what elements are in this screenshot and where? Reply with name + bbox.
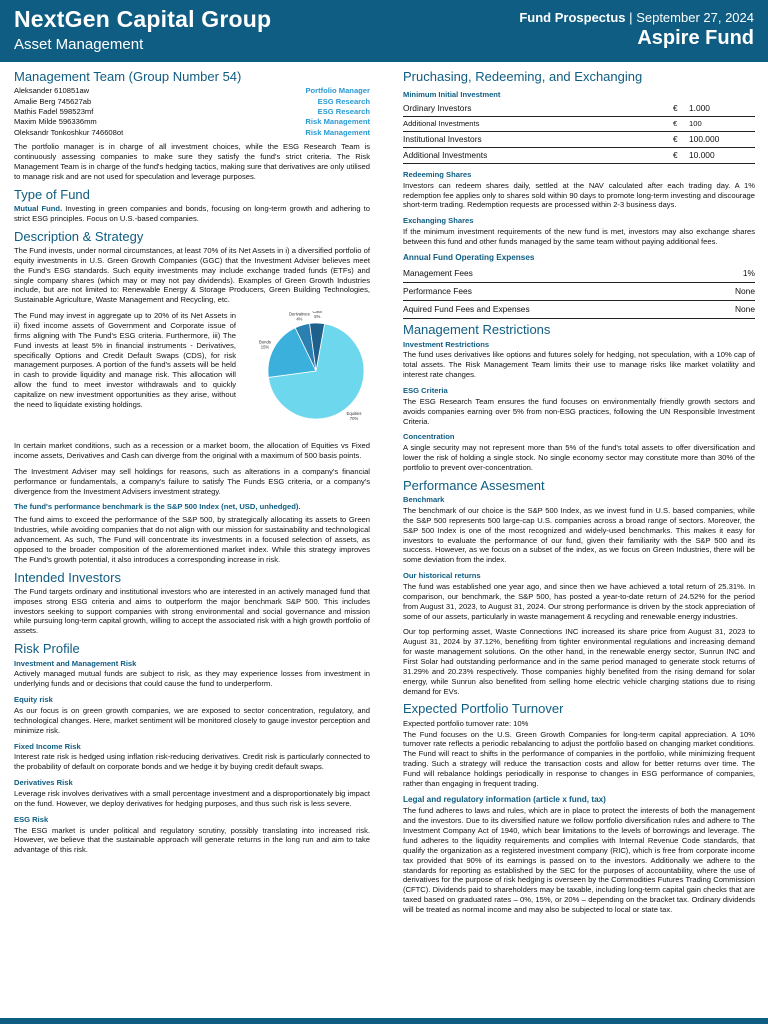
risk-heading: ESG Risk bbox=[14, 814, 49, 824]
risk-heading: Investment and Management Risk bbox=[14, 658, 137, 668]
description-p2: The Fund may invest in aggregate up to 20% of its Net Assets in ii) fixed income assets of Government and Corporate issue of firms aligning with The Fund's ESG criteria. Furthermore, iii) The Fund invests at least 5% in financial instruments - Derivatives, specifically Options and Credit Default Swaps (CDS), for risk management purposes. A portion of the fund's assets will be held in cash to provide liquidity and manage risk. This allocation will allow the fund to meet investor withdrawals and to quickly capitalize on new investment opportunities as they arise, without the need to liquidate existing holdings. bbox=[14, 311, 236, 409]
member-role: Risk Management bbox=[305, 117, 370, 127]
exchange-text: If the minimum investment requirements of the new fund is met, investors may also exchange shares between this fund and other funds managed by the same team without paying additional fees. bbox=[403, 227, 755, 246]
table-row bbox=[403, 301, 755, 319]
team-row bbox=[14, 128, 370, 138]
table-row bbox=[403, 101, 755, 116]
legal-text: The fund adheres to laws and rules, which are in place to protect the interests of both the management and the investors. Due to its diversified nature we follow portfolio diversification rules and adhere to The Investment Company Act of 1940, which bear limitations to the levels of borrowings and leverage. The fund adheres to the liquidity requirements and complies with Internal Revenue Code standards, that qualify the organization as a registered investment company (RIC), which is free from corporate income tax provided that 90% of its earnings is passed on to the investors. Additionally we adhere to the standards for reporting as established by the SEC for the purposes of accountability, where the use of derivatives for the purpose of risk hedging is overseen by the Commodities Futures Trading Commission (CFTC). Dividends paid to shareholders may be taxable, including long-term capital gain checks that are taxed based on graduated rates – 0%, 15%, or 20% – depending on the bracket tax. Ordinary dividends will be treated as normal income and may also be subjected to local or state tax. bbox=[403, 806, 755, 915]
header-separator: | bbox=[629, 10, 633, 25]
member-role: ESG Research bbox=[317, 107, 370, 117]
historical-title: Our historical returns bbox=[403, 571, 481, 581]
investment-table bbox=[403, 101, 755, 164]
company-name: NextGen Capital Group bbox=[14, 6, 272, 32]
intended-text: The Fund targets ordinary and institutional investors who are interested in an actively managed fund that imposes strong ESG criteria and aims to outperform the major benchmark S&P 500. This includes investors seeking to support companies with strong environmental and social governance and mission while pursuing long-term capital growth, willing to accept the associated risk with a high growth portfolio of assets. bbox=[14, 586, 370, 636]
table-row bbox=[403, 147, 755, 163]
risk-heading: Equity risk bbox=[14, 695, 53, 705]
footer-bar bbox=[0, 1018, 768, 1024]
team-list bbox=[14, 86, 370, 138]
fee-value: None bbox=[707, 301, 755, 319]
fees-table bbox=[403, 265, 755, 319]
investment-value: 100.000 bbox=[689, 131, 755, 147]
pie-label-derivatives: Derivatives bbox=[288, 311, 310, 317]
type-text bbox=[14, 204, 370, 224]
team-row bbox=[14, 97, 370, 107]
restriction-heading: Concentration bbox=[403, 432, 455, 442]
table-row bbox=[403, 283, 755, 301]
historical-p1: The fund was established one year ago, and since then we have achieved a total return of 25.31%. In comparison, our benchmark, the S&P 500, has posted a year-to-date return of 24.52% for the period from August 31, 2023, to August 31, 2024. Our strong performance is driven by the stock appreciation of some of our assets, particularly in waste management & recycling and renewable energy industries. bbox=[403, 582, 755, 621]
risk-heading: Derivatives Risk bbox=[14, 778, 73, 788]
risk-text: Leverage risk involves derivatives with a small percentage investment and a disproportionately big impact on the fund. However, we deploy derivatives for hedging purposes, and thus such risk is less severe. bbox=[14, 788, 370, 808]
description-p3: In certain market conditions, such as a recession or a market boom, the allocation of Equities vs Fixed income assets, Derivatives and Cash can diverge from the original with a maximum of 500 basis points. bbox=[14, 441, 370, 461]
benchmark-heading: The fund's performance benchmark is the S&P 500 Index (net, USD, unhedged). bbox=[14, 502, 301, 512]
fee-value: None bbox=[707, 283, 755, 301]
team-description: The portfolio manager is in charge of all investment choices, while the ESG Research Team is continuously assessing companies to make sure they satisfy the fund's strict criteria. The Risk Management Team is in charge of the fund's hedging tactics, making sure that derivatives are only utilised to manage risk and are not used for speculation and leverage purposes. bbox=[14, 142, 370, 181]
currency-symbol: € bbox=[673, 131, 689, 147]
redeem-text: Investors can redeem shares daily, settled at the NAV calculated after each trading day. A 1% redemption fee applies only to shares sold within 90 days to promote long-term investing and discourage short-term trading. Redemption requests are processed within 2-3 business days. bbox=[403, 180, 755, 210]
division-name: Asset Management bbox=[14, 36, 144, 53]
fee-value: 1% bbox=[707, 265, 755, 282]
member-role: ESG Research bbox=[317, 96, 370, 106]
table-row bbox=[403, 131, 755, 147]
team-row bbox=[14, 117, 370, 127]
turnover-title: Expected Portfolio Turnover bbox=[403, 701, 564, 717]
table-row bbox=[403, 117, 755, 132]
exchange-title: Exchanging Shares bbox=[403, 216, 474, 226]
right-column bbox=[403, 68, 755, 921]
investment-label: Additional Investments bbox=[403, 147, 673, 163]
type-title: Type of Fund bbox=[14, 186, 90, 202]
redeem-title: Redeeming Shares bbox=[403, 169, 472, 179]
purchase-title: Pruchasing, Redeeming, and Exchanging bbox=[403, 69, 643, 84]
pie-label-bonds: Bonds bbox=[259, 339, 271, 345]
description-p1: The Fund invests, under normal circumstances, at least 70% of its Net Assets in i) a diversified portfolio of equity investments in U.S. Green Growth Companies (GGC) that the Investment Adviser believes meet the Fund's ESG standards. Such equity investments may include exchange traded funds (ETFs) and single company shares (which may or may not pay dividends). Examples of Green Growth Industries include, but are not limited to: Renewable Energy & Storage Producers, Green Building Technologies, Sustainable Agriculture, Waste Management and Recycling, etc. bbox=[14, 246, 370, 305]
fee-label: Aquired Fund Fees and Expenses bbox=[403, 301, 707, 319]
pie-label-equities: Equities bbox=[346, 411, 362, 417]
type-lead: Mutual Fund. bbox=[14, 203, 63, 213]
currency-symbol: € bbox=[673, 101, 689, 116]
risk-text: Actively managed mutual funds are subject to risk, as they may experience losses from investment in underlying funds and or decisions that could cause the fund to underperform. bbox=[14, 669, 370, 689]
fee-label: Management Fees bbox=[403, 265, 707, 282]
investment-value: 1.000 bbox=[689, 101, 755, 116]
restriction-text: The fund uses derivatives like options and futures solely for hedging, not speculation, with a 10% cap of total assets. The Risk Management Team limits their use to manage risks like market volatility and interest rate changes. bbox=[403, 350, 755, 380]
turnover-text: The Fund focuses on the U.S. Green Growth Companies for long-term capital appreciation. A 10% turnover rate reflects a periodic rebalancing to adjust the portfolio based on changing market conditions. The Fund will react to shifts in the performance of companies in the portfolio, while minimizing frequent trading. Such a strategy will reduce the transaction costs and allow for better returns over time. The Fund will rebalance holdings periodically in response to changes in ESG performance of companies, rather than engaging in frequent trading. bbox=[403, 729, 755, 788]
member-role: Portfolio Manager bbox=[305, 86, 370, 96]
benchmark-title: Benchmark bbox=[403, 495, 445, 505]
historical-p2: Our top performing asset, Waste Connections INC increased its share price from August 31, 2023 to August 31, 2024 by 37.12%, benefiting from tighter environmental regulations and increasing demand for waste management solutions. On the other hand, in the renewable energy sector, Sunrun INC and First Solar had outstanding performance and in the same period managed to generate stock returns of 31.29% and 20.23% respectively. Those companies highly benefited from the rising demand for solar energy, while Sunrun also benefited from selling home electric vehicle charging stations due to rising demand for EVs. bbox=[403, 627, 755, 696]
pie-value-equities: 70% bbox=[349, 416, 359, 422]
fee-label: Performance Fees bbox=[403, 283, 707, 301]
risk-text: The ESG market is under political and regulatory scrutiny, possibly translating into increased risk. However, we believe that the sustainable approach will generate returns in the long run and aim to take advantage of this risk. bbox=[14, 825, 370, 855]
team-row bbox=[14, 107, 370, 117]
pie-label-cash: Cash bbox=[312, 311, 323, 315]
description-p5: The fund aims to exceed the performance of the S&P 500, by strategically allocating its assets to Green Industries, while avoiding companies that do not align with our mission for sustainability and technological advancement. As such, The Fund will concentrate its investments in a focused selection of assets, as opposed to the broader composition of the aforementioned market index. While this strategy improves The Fund's growth potential, it also introduces a corresponding increase in risk. bbox=[14, 515, 370, 564]
risk-title: Risk Profile bbox=[14, 641, 80, 657]
team-row bbox=[14, 86, 370, 96]
fees-title: Annual Fund Operating Expenses bbox=[403, 252, 535, 262]
member-name: Amalie Berg 745627ab bbox=[14, 96, 92, 106]
left-column bbox=[14, 68, 370, 861]
member-role: Risk Management bbox=[305, 127, 370, 137]
investment-value: 100 bbox=[689, 117, 755, 132]
pie-value-derivatives: 4% bbox=[296, 316, 303, 322]
team-title: Management Team (Group Number 54) bbox=[14, 69, 242, 84]
type-body: Investing in green companies and bonds, focusing on long-term growth and adhering to strict ESG principles. Focus on U.S.-based companies. bbox=[14, 203, 370, 223]
member-name: Oleksandr Tonkoshkur 746608ot bbox=[14, 127, 124, 137]
description-p4: The Investment Adviser may sell holdings for reasons, such as alterations in a company's financial performance or fundamentals, a company's failure to satisfy The Funds ESG criteria, or a company's divergence from the Investment Advisers investment strategy. bbox=[14, 466, 370, 496]
description-title: Description & Strategy bbox=[14, 228, 144, 244]
header-banner bbox=[0, 0, 768, 62]
investment-label: Additional Investments bbox=[403, 117, 673, 132]
table-row bbox=[403, 265, 755, 282]
investment-label: Ordinary Investors bbox=[403, 101, 673, 116]
restrictions-title: Management Restrictions bbox=[403, 322, 551, 338]
turnover-rate: Expected portfolio turnover rate: 10% bbox=[403, 718, 529, 728]
fund-name: Aspire Fund bbox=[637, 27, 754, 49]
risk-text: Interest rate risk is hedged using inflation risk-reducing derivatives. Credit risk is particularly connected to the probability of default on corporate bonds and we hedge it by buying credit default swaps. bbox=[14, 752, 370, 772]
restriction-heading: Investment Restrictions bbox=[403, 339, 490, 349]
currency-symbol: € bbox=[673, 117, 689, 132]
doc-line bbox=[519, 10, 754, 25]
restriction-text: A single security may not represent more than 5% of the fund's total assets to offer diversification and lower the risk of holding a single stock. No single economy sector may constitute more than 30% of the portfolio to prevent over-concentration. bbox=[403, 443, 755, 472]
performance-title: Performance Assesment bbox=[403, 477, 545, 493]
investment-label: Institutional Investors bbox=[403, 131, 673, 147]
legal-title: Legal and regulatory information (article x fund, tax) bbox=[403, 794, 606, 804]
member-name: Mathis Fadel 598523mf bbox=[14, 107, 94, 117]
investment-value: 10.000 bbox=[689, 147, 755, 163]
allocation-block bbox=[14, 311, 370, 435]
risk-heading: Fixed Income Risk bbox=[14, 741, 81, 751]
allocation-pie-chart bbox=[242, 311, 370, 435]
restriction-heading: ESG Criteria bbox=[403, 385, 448, 395]
risk-text: As our focus is on green growth companies, we are exposed to sector concentration, regulatory, and technological changes. Here, market sentiment will be monitored closely to gauge investor perception and minimize risk. bbox=[14, 705, 370, 735]
currency-symbol: € bbox=[673, 147, 689, 163]
benchmark-text: The benchmark of our choice is the S&P 500 Index, as we invest fund in U.S. based companies, while the S&P 500 represents 500 large-cap U.S. companies across a broad range of sectors. Moreover, the S&P 500 Index is one of the most recognized and widely-used benchmarks. This makes it easy for investors to evaluate the performance of our fund, given their familiarity with the S&P 500 and its success. However, as we focus on a subset of the index, as we focus on Green Industries, there will be some deviation from the index. bbox=[403, 505, 755, 565]
member-name: Aleksander 610851aw bbox=[14, 86, 90, 96]
doc-type: Fund Prospectus bbox=[519, 10, 626, 25]
pie-value-cash: 5% bbox=[314, 314, 321, 320]
member-name: Maxim Milde 596336mm bbox=[14, 117, 97, 127]
min-investment-title: Minimum Initial Investment bbox=[403, 90, 501, 100]
intended-title: Intended Investors bbox=[14, 569, 121, 585]
header-right bbox=[519, 10, 754, 50]
restriction-text: The ESG Research Team ensures the fund focuses on environmentally friendly growth sectors and avoids companies earning over 5% from non-ESG practices, following the UN Responsible Investment Criteria. bbox=[403, 396, 755, 426]
pie-value-bonds: 15% bbox=[260, 344, 270, 350]
doc-date: September 27, 2024 bbox=[636, 10, 754, 25]
